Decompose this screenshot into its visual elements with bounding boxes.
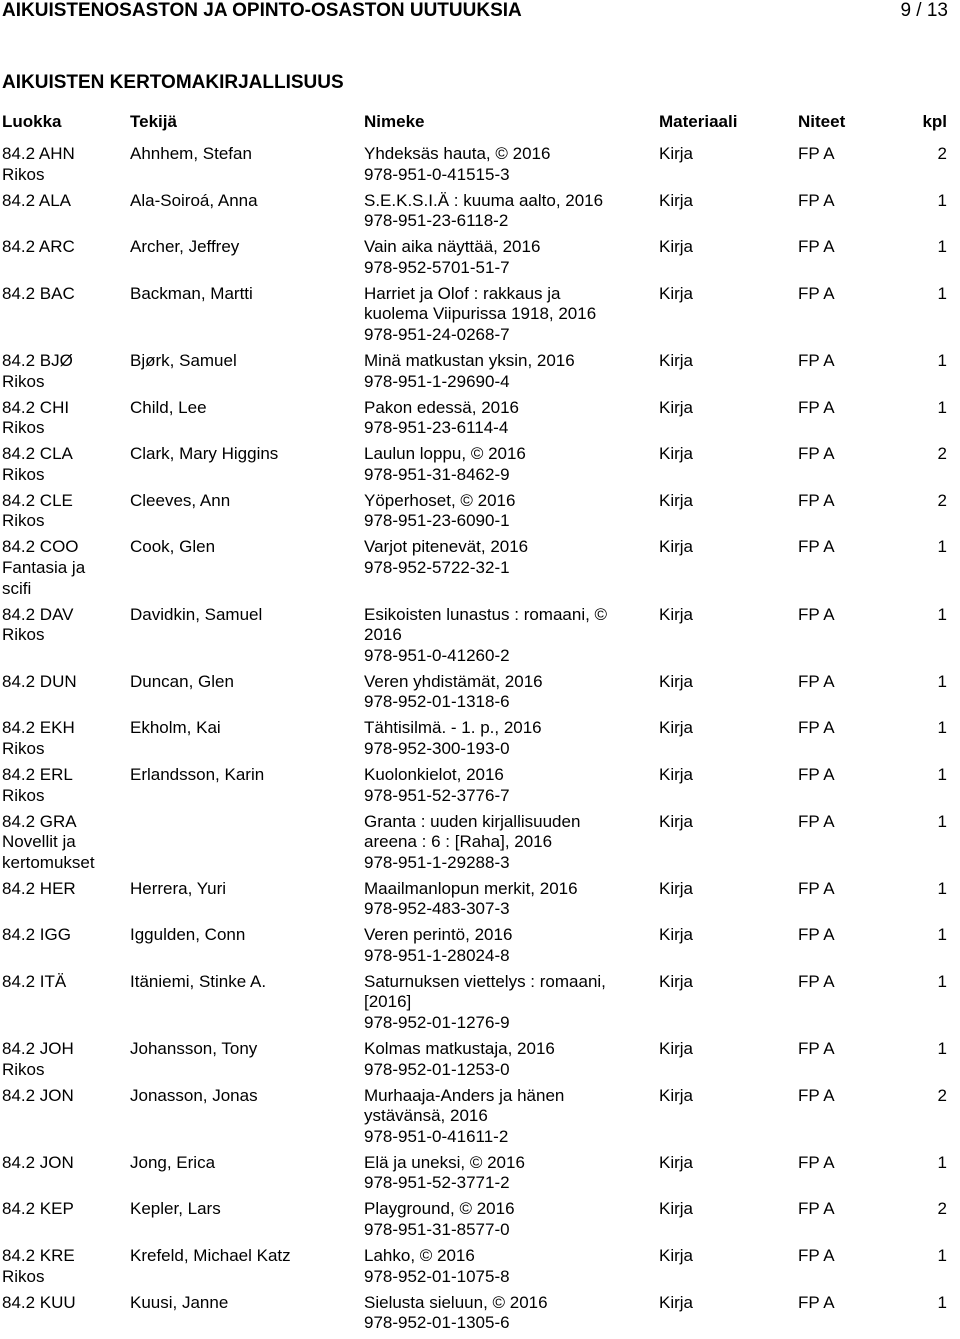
material-cell: Kirja — [659, 1039, 694, 1059]
class-cell-line: 84.2 ARC — [2, 237, 75, 257]
qty-cell: 2 — [937, 144, 947, 163]
material-cell: Kirja — [659, 444, 694, 464]
material-cell: Kirja — [659, 1152, 694, 1172]
class-cell — [2, 491, 122, 532]
class-cell — [2, 972, 122, 993]
title-cell — [364, 351, 639, 392]
qty-cell: 1 — [937, 671, 947, 691]
qty-cell: 1 — [937, 283, 947, 303]
location-cell: FP A — [798, 283, 835, 303]
author-cell: Duncan, Glen — [130, 671, 234, 691]
author-cell: Erlandsson, Karin — [130, 764, 265, 784]
location-cell: FP A — [798, 671, 835, 691]
location-cell: FP A — [798, 604, 835, 624]
title-cell — [364, 925, 639, 966]
location-cell: FP A — [798, 925, 835, 945]
class-cell — [2, 351, 122, 392]
page-number: 9 / 13 — [900, 0, 948, 21]
class-cell — [2, 879, 122, 900]
class-cell-line: Fantasia ja — [2, 557, 86, 577]
title-cell-line: Veren perintö, 2016 — [364, 925, 513, 945]
title-cell-line: Yhdeksäs hauta, © 2016 — [364, 144, 551, 163]
material-cell: Kirja — [659, 878, 694, 898]
qty-cell: 1 — [937, 811, 947, 831]
title-cell-line: S.E.K.S.I.Ä : kuuma aalto, 2016 — [364, 190, 604, 210]
class-cell-line: Novellit ja — [2, 832, 76, 852]
class-cell-line: 84.2 CLE — [2, 490, 73, 510]
title-cell-line: 978-952-01-1075-8 — [364, 1266, 510, 1286]
author-cell: Cleeves, Ann — [130, 490, 231, 510]
location-cell: FP A — [798, 718, 835, 738]
title-cell — [364, 672, 639, 713]
title-cell — [364, 237, 639, 278]
table-row — [0, 191, 960, 238]
location-cell: FP A — [798, 1292, 835, 1312]
table-row — [0, 237, 960, 284]
class-cell-line: Rikos — [2, 164, 45, 184]
title-cell-line: Pakon edessä, 2016 — [364, 397, 520, 417]
location-cell: FP A — [798, 490, 835, 510]
title-cell-line: Granta : uuden kirjallisuuden — [364, 811, 581, 831]
class-cell-line: 84.2 ERL — [2, 764, 73, 784]
title-cell-line: 978-951-1-29288-3 — [364, 852, 510, 872]
title-cell-line: Tähtisilmä. - 1. p., 2016 — [364, 718, 542, 738]
class-cell — [2, 398, 122, 439]
location-cell: FP A — [798, 190, 835, 210]
location-cell: FP A — [798, 1246, 835, 1266]
table-row — [0, 1293, 960, 1339]
column-header-row — [0, 111, 960, 133]
class-cell — [2, 444, 122, 485]
author-cell: Backman, Martti — [130, 283, 253, 303]
table-row — [0, 879, 960, 926]
title-cell-line: ystävänsä, 2016 — [364, 1106, 488, 1126]
class-cell-line: 84.2 JOH — [2, 1039, 74, 1059]
qty-cell: 1 — [937, 397, 947, 417]
qty-cell: 1 — [937, 718, 947, 738]
location-cell: FP A — [798, 350, 835, 370]
class-cell-line: Rikos — [2, 1266, 45, 1286]
class-cell — [2, 144, 122, 185]
author-cell: Jonasson, Jonas — [130, 1085, 258, 1105]
title-cell-line: 978-951-23-6118-2 — [364, 211, 509, 231]
material-cell: Kirja — [659, 490, 694, 510]
class-cell — [2, 1246, 122, 1287]
class-cell — [2, 925, 122, 946]
title-cell-line: Playground, © 2016 — [364, 1199, 515, 1219]
title-cell-line: 978-951-31-8577-0 — [364, 1220, 510, 1240]
material-cell: Kirja — [659, 1085, 694, 1105]
location-cell: FP A — [798, 397, 835, 417]
class-cell-line: Rikos — [2, 371, 45, 391]
column-header-title: Nimeke — [364, 112, 425, 131]
material-cell: Kirja — [659, 811, 694, 831]
class-cell — [2, 1199, 122, 1220]
class-cell-line: 84.2 EKH — [2, 718, 75, 738]
title-cell-line: Murhaaja-Anders ja hänen — [364, 1085, 565, 1105]
title-cell-line: 978-952-01-1305-6 — [364, 1313, 510, 1333]
location-cell: FP A — [798, 444, 835, 464]
material-cell: Kirja — [659, 237, 694, 257]
title-cell — [364, 444, 639, 485]
qty-cell: 1 — [937, 1039, 947, 1059]
class-cell — [2, 537, 122, 599]
title-cell-line: 978-952-5722-32-1 — [364, 557, 510, 577]
column-header-location: Niteet — [798, 112, 846, 131]
class-cell-line: 84.2 AHN — [2, 144, 75, 163]
author-cell: Jong, Erica — [130, 1152, 216, 1172]
location-cell: FP A — [798, 971, 835, 991]
table-row — [0, 925, 960, 972]
qty-cell: 2 — [937, 444, 947, 464]
location-cell: FP A — [798, 1152, 835, 1172]
title-cell-line: 978-951-1-28024-8 — [364, 945, 510, 965]
material-cell: Kirja — [659, 925, 694, 945]
title-cell — [364, 718, 639, 759]
section-title: AIKUISTEN KERTOMAKIRJALLISUUS — [2, 72, 344, 93]
title-cell-line: 978-952-01-1253-0 — [364, 1059, 510, 1079]
class-cell-line: Rikos — [2, 625, 45, 645]
title-cell — [364, 191, 639, 232]
class-cell — [2, 765, 122, 806]
author-cell: Krefeld, Michael Katz — [130, 1246, 291, 1266]
author-cell: Ala-Soiroá, Anna — [130, 190, 258, 210]
table-row — [0, 351, 960, 398]
material-cell: Kirja — [659, 1199, 694, 1219]
qty-cell: 2 — [937, 1085, 947, 1105]
author-cell: Bjørk, Samuel — [130, 350, 237, 370]
class-cell-line: 84.2 COO — [2, 537, 79, 557]
title-cell-line: 978-952-483-307-3 — [364, 899, 510, 919]
class-cell-line: 84.2 ALA — [2, 190, 72, 210]
class-cell-line: Rikos — [2, 511, 45, 531]
qty-cell: 1 — [937, 537, 947, 557]
author-cell: Itäniemi, Stinke A. — [130, 971, 267, 991]
author-cell: Davidkin, Samuel — [130, 604, 263, 624]
author-cell: Child, Lee — [130, 397, 207, 417]
title-cell — [364, 537, 639, 578]
title-cell-line: 978-951-24-0268-7 — [364, 324, 510, 344]
title-cell-line: 978-951-0-41260-2 — [364, 645, 510, 665]
class-cell-line: 84.2 BAC — [2, 283, 75, 303]
material-cell: Kirja — [659, 537, 694, 557]
table-row — [0, 1153, 960, 1200]
class-cell-line: Rikos — [2, 785, 45, 805]
class-cell — [2, 1039, 122, 1080]
class-cell-line: 84.2 KRE — [2, 1246, 75, 1266]
title-cell-line: 978-952-01-1276-9 — [364, 1013, 510, 1033]
class-cell-line: Rikos — [2, 1059, 45, 1079]
class-cell-line: Rikos — [2, 738, 45, 758]
title-cell — [364, 1199, 639, 1240]
table-row — [0, 812, 960, 879]
title-cell-line: Esikoisten lunastus : romaani, © — [364, 604, 608, 624]
title-cell-line: 978-951-0-41611-2 — [364, 1126, 509, 1146]
title-cell — [364, 491, 639, 532]
column-header-material: Materiaali — [659, 112, 738, 131]
class-cell — [2, 672, 122, 693]
material-cell: Kirja — [659, 397, 694, 417]
author-cell: Cook, Glen — [130, 537, 216, 557]
title-cell-line: Maailmanlopun merkit, 2016 — [364, 878, 578, 898]
qty-cell: 1 — [937, 237, 947, 257]
title-cell — [364, 1246, 639, 1287]
table-row — [0, 491, 960, 538]
catalog-table — [0, 144, 960, 1339]
title-cell — [364, 765, 639, 806]
column-header-class: Luokka — [2, 112, 62, 131]
title-cell-line: Yöperhoset, © 2016 — [364, 490, 516, 510]
material-cell: Kirja — [659, 604, 694, 624]
title-cell-line: Harriet ja Olof : rakkaus ja — [364, 283, 561, 303]
class-cell — [2, 812, 122, 874]
author-cell: Kepler, Lars — [130, 1199, 221, 1219]
title-cell-line: 978-951-31-8462-9 — [364, 464, 510, 484]
title-cell-line: [2016] — [364, 992, 412, 1012]
qty-cell: 1 — [937, 1292, 947, 1312]
class-cell-line: 84.2 KEP — [2, 1199, 74, 1219]
table-row — [0, 444, 960, 491]
table-row — [0, 605, 960, 672]
title-cell-line: 978-951-0-41515-3 — [364, 164, 510, 184]
class-cell-line: 84.2 CHI — [2, 397, 70, 417]
title-cell — [364, 1039, 639, 1080]
location-cell: FP A — [798, 764, 835, 784]
location-cell: FP A — [798, 144, 835, 163]
location-cell: FP A — [798, 237, 835, 257]
title-cell-line: Kuolonkielot, 2016 — [364, 764, 504, 784]
qty-cell: 1 — [937, 1152, 947, 1172]
title-cell — [364, 812, 639, 874]
page-title: AIKUISTENOSASTON JA OPINTO-OSASTON UUTUUKSIA — [2, 0, 522, 21]
title-cell — [364, 1153, 639, 1194]
table-row — [0, 972, 960, 1039]
qty-cell: 1 — [937, 925, 947, 945]
author-cell: Archer, Jeffrey — [130, 237, 240, 257]
class-cell-line: 84.2 JON — [2, 1085, 74, 1105]
location-cell: FP A — [798, 878, 835, 898]
title-cell-line: Laulun loppu, © 2016 — [364, 444, 526, 464]
title-cell-line: Lahko, © 2016 — [364, 1246, 475, 1266]
material-cell: Kirja — [659, 718, 694, 738]
title-cell-line: Elä ja uneksi, © 2016 — [364, 1152, 525, 1172]
class-cell — [2, 191, 122, 212]
material-cell: Kirja — [659, 283, 694, 303]
table-row — [0, 765, 960, 812]
location-cell: FP A — [798, 811, 835, 831]
location-cell: FP A — [798, 1085, 835, 1105]
material-cell: Kirja — [659, 764, 694, 784]
class-cell-line: 84.2 GRA — [2, 811, 77, 831]
title-cell — [364, 605, 639, 667]
class-cell — [2, 1293, 122, 1314]
class-cell — [2, 718, 122, 759]
title-cell-line: Veren yhdistämät, 2016 — [364, 671, 543, 691]
author-cell: Iggulden, Conn — [130, 925, 246, 945]
title-cell — [364, 1293, 639, 1334]
location-cell: FP A — [798, 537, 835, 557]
class-cell-line: 84.2 HER — [2, 878, 76, 898]
location-cell: FP A — [798, 1039, 835, 1059]
material-cell: Kirja — [659, 144, 694, 163]
title-cell-line: 978-951-52-3776-7 — [364, 785, 510, 805]
table-row — [0, 284, 960, 351]
table-row — [0, 1199, 960, 1246]
class-cell-line: kertomukset — [2, 852, 95, 872]
material-cell: Kirja — [659, 350, 694, 370]
qty-cell: 2 — [937, 1199, 947, 1219]
title-cell-line: 2016 — [364, 625, 402, 645]
title-cell-line: Vain aika näyttää, 2016 — [364, 237, 541, 257]
title-cell-line: Sielusta sieluun, © 2016 — [364, 1292, 548, 1312]
author-cell: Herrera, Yuri — [130, 878, 227, 898]
title-cell-line: Minä matkustan yksin, 2016 — [364, 350, 575, 370]
table-row — [0, 144, 960, 191]
title-cell — [364, 879, 639, 920]
material-cell: Kirja — [659, 1246, 694, 1266]
class-cell — [2, 1153, 122, 1174]
author-cell: Ahnhem, Stefan — [130, 144, 252, 163]
class-cell-line: 84.2 IGG — [2, 925, 71, 945]
qty-cell: 2 — [937, 490, 947, 510]
material-cell: Kirja — [659, 671, 694, 691]
qty-cell: 1 — [937, 764, 947, 784]
class-cell-line: 84.2 JON — [2, 1152, 74, 1172]
class-cell — [2, 237, 122, 258]
class-cell — [2, 605, 122, 646]
author-cell: Ekholm, Kai — [130, 718, 221, 738]
class-cell-line: 84.2 DUN — [2, 671, 77, 691]
class-cell-line: Rikos — [2, 464, 45, 484]
qty-cell: 1 — [937, 971, 947, 991]
title-cell-line: 978-952-5701-51-7 — [364, 257, 510, 277]
qty-cell: 1 — [937, 1246, 947, 1266]
class-cell — [2, 1086, 122, 1107]
table-row — [0, 718, 960, 765]
column-header-qty: kpl — [922, 112, 947, 131]
qty-cell: 1 — [937, 350, 947, 370]
title-cell-line: 978-951-23-6090-1 — [364, 511, 510, 531]
class-cell-line: 84.2 KUU — [2, 1292, 76, 1312]
title-cell-line: 978-952-01-1318-6 — [364, 692, 510, 712]
class-cell-line: 84.2 CLA — [2, 444, 73, 464]
material-cell: Kirja — [659, 190, 694, 210]
qty-cell: 1 — [937, 878, 947, 898]
title-cell — [364, 284, 639, 346]
title-cell-line: Kolmas matkustaja, 2016 — [364, 1039, 555, 1059]
table-row — [0, 398, 960, 445]
page-header — [0, 0, 960, 22]
title-cell — [364, 398, 639, 439]
title-cell-line: 978-951-1-29690-4 — [364, 371, 510, 391]
title-cell — [364, 144, 639, 185]
title-cell-line: 978-951-52-3771-2 — [364, 1173, 510, 1193]
author-cell: Clark, Mary Higgins — [130, 444, 279, 464]
title-cell-line: Varjot pitenevät, 2016 — [364, 537, 529, 557]
author-cell: Kuusi, Janne — [130, 1292, 229, 1312]
column-header-author: Tekijä — [130, 112, 177, 131]
material-cell: Kirja — [659, 971, 694, 991]
table-row — [0, 1246, 960, 1293]
table-row — [0, 672, 960, 719]
class-cell-line: 84.2 BJØ — [2, 350, 73, 370]
table-row — [0, 1086, 960, 1153]
table-row — [0, 537, 960, 604]
location-cell: FP A — [798, 1199, 835, 1219]
table-row — [0, 1039, 960, 1086]
title-cell-line: areena : 6 : [Raha], 2016 — [364, 832, 553, 852]
qty-cell: 1 — [937, 604, 947, 624]
title-cell-line: 978-951-23-6114-4 — [364, 418, 509, 438]
qty-cell: 1 — [937, 190, 947, 210]
title-cell — [364, 972, 639, 1034]
class-cell-line: Rikos — [2, 418, 45, 438]
class-cell-line: 84.2 ITÄ — [2, 971, 67, 991]
material-cell: Kirja — [659, 1292, 694, 1312]
author-cell: Johansson, Tony — [130, 1039, 258, 1059]
title-cell-line: Saturnuksen viettelys : romaani, — [364, 971, 606, 991]
class-cell-line: 84.2 DAV — [2, 604, 74, 624]
title-cell-line: kuolema Viipurissa 1918, 2016 — [364, 304, 597, 324]
title-cell — [364, 1086, 639, 1148]
class-cell-line: scifi — [2, 578, 32, 598]
title-cell-line: 978-952-300-193-0 — [364, 738, 510, 758]
class-cell — [2, 284, 122, 305]
